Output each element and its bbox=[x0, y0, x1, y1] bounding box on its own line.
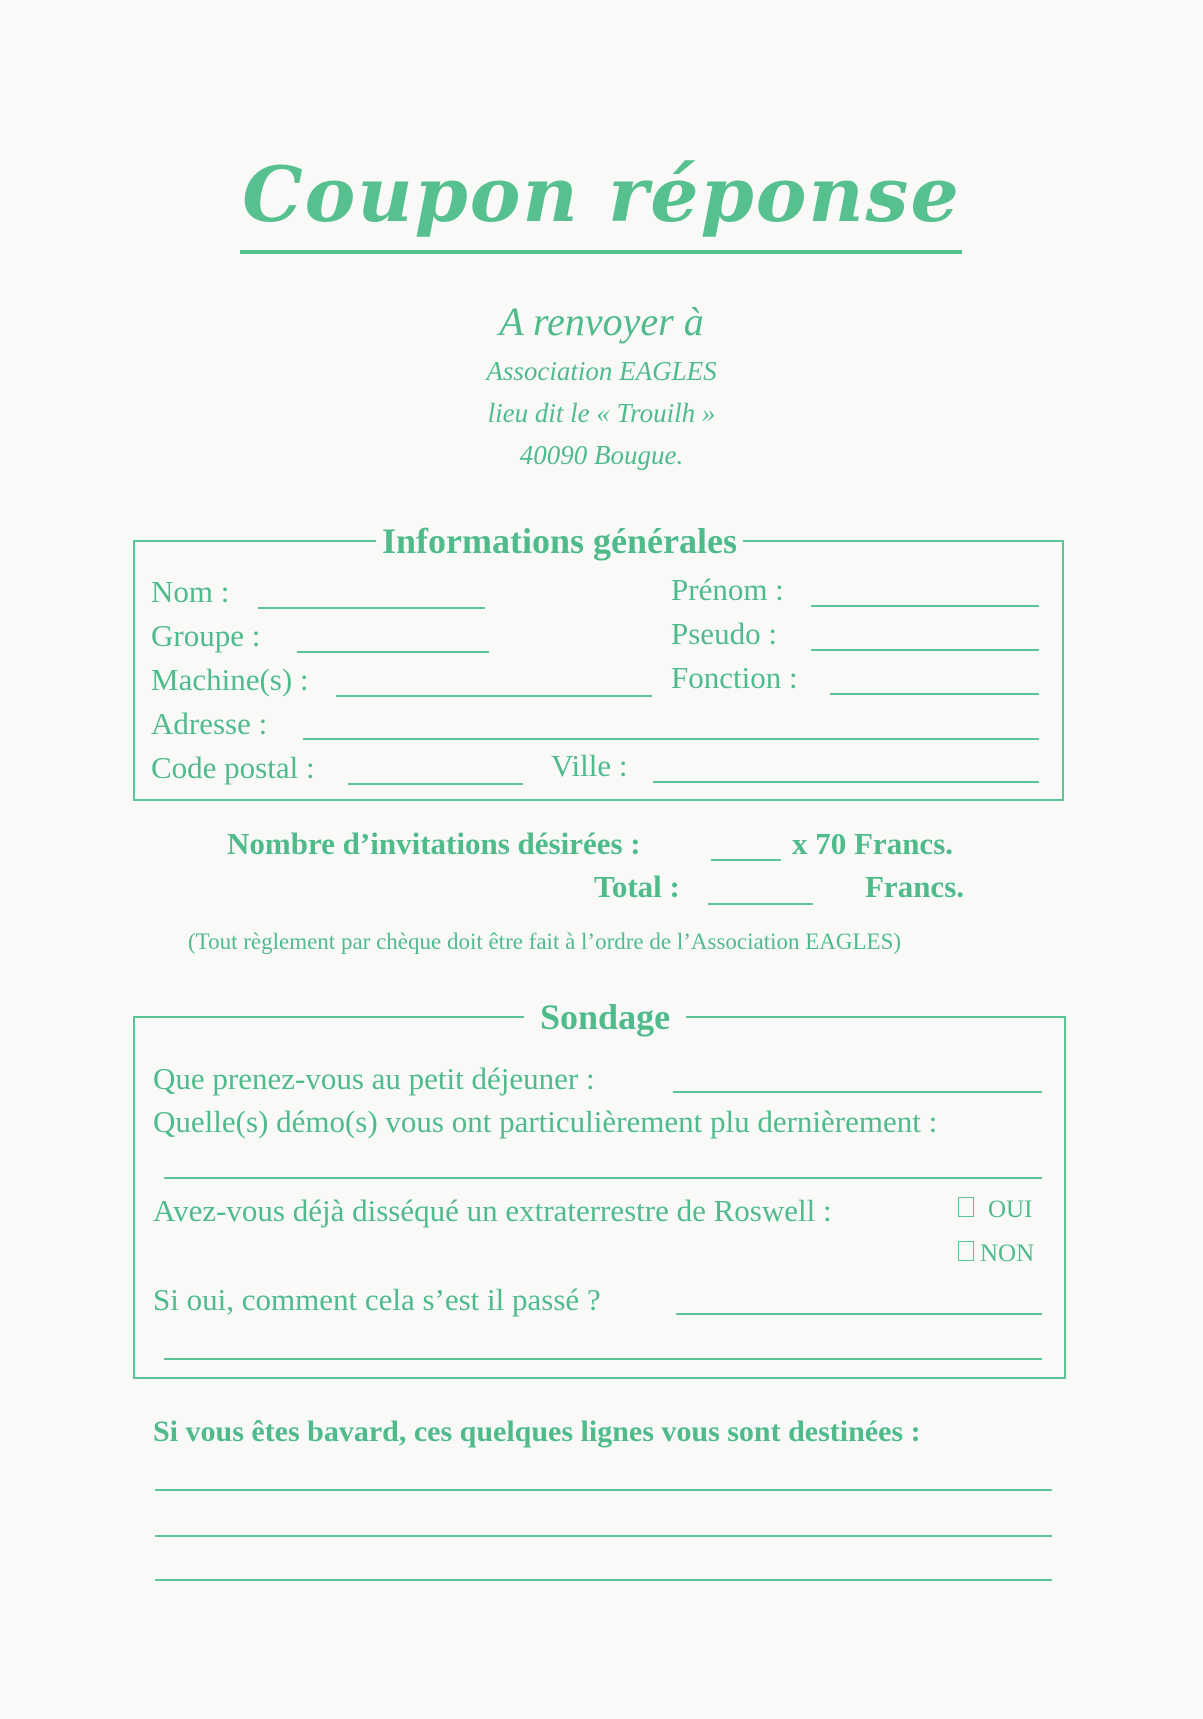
nom-field[interactable] bbox=[258, 607, 485, 609]
breakfast-question: Que prenez-vous au petit déjeuner : bbox=[153, 1061, 595, 1096]
roswell-no-option[interactable] bbox=[958, 1240, 1034, 1268]
demos-field[interactable] bbox=[164, 1177, 1042, 1179]
no-checkbox[interactable] bbox=[958, 1241, 974, 1261]
chatty-label: Si vous êtes bavard, ces quelques lignes vous sont destinées : bbox=[153, 1415, 921, 1448]
invitation-price: x 70 Francs. bbox=[792, 826, 954, 861]
pseudo-field[interactable] bbox=[811, 649, 1039, 651]
roswell-question: Avez-vous déjà disséqué un extraterrestre de Roswell : bbox=[153, 1193, 832, 1228]
general-info-heading: Informations générales bbox=[376, 520, 743, 566]
invitations-field[interactable] bbox=[711, 859, 781, 861]
address-association: Association EAGLES bbox=[486, 356, 717, 386]
roswell-yes-option[interactable] bbox=[958, 1196, 1032, 1224]
adresse-label: Adresse : bbox=[151, 706, 268, 741]
total-field[interactable] bbox=[708, 903, 813, 905]
how-question: Si oui, comment cela s’est il passé ? bbox=[153, 1282, 601, 1317]
yes-checkbox[interactable] bbox=[958, 1197, 974, 1217]
payment-note: (Tout règlement par chèque doit être fait à l’ordre de l’Association EAGLES) bbox=[188, 929, 902, 954]
groupe-field[interactable] bbox=[297, 651, 489, 653]
invitations-label: Nombre d’invitations désirées : bbox=[227, 826, 641, 861]
code-postal-label: Code postal : bbox=[151, 750, 315, 785]
nom-label: Nom : bbox=[151, 574, 230, 609]
ville-label: Ville : bbox=[551, 748, 628, 783]
adresse-field[interactable] bbox=[303, 738, 1039, 740]
ville-field[interactable] bbox=[653, 781, 1039, 783]
code-postal-field[interactable] bbox=[348, 783, 523, 785]
breakfast-field[interactable] bbox=[673, 1091, 1042, 1093]
chatty-line-3[interactable] bbox=[155, 1579, 1052, 1581]
address-city: 40090 Bougue. bbox=[519, 440, 684, 470]
total-label: Total : bbox=[594, 869, 680, 904]
pseudo-label: Pseudo : bbox=[671, 616, 777, 651]
title-underline bbox=[240, 250, 962, 254]
yes-label: OUI bbox=[988, 1196, 1033, 1223]
send-to-label: A renvoyer à bbox=[499, 299, 704, 344]
chatty-line-2[interactable] bbox=[155, 1535, 1052, 1537]
address-place: lieu dit le « Trouilh » bbox=[487, 398, 716, 428]
fonction-field[interactable] bbox=[830, 693, 1039, 695]
how-field-line-2[interactable] bbox=[164, 1358, 1042, 1360]
machines-field[interactable] bbox=[336, 695, 652, 697]
demos-question: Quelle(s) démo(s) vous ont particulièrement plu dernièrement : bbox=[153, 1104, 938, 1139]
survey-heading: Sondage bbox=[524, 996, 686, 1042]
prenom-field[interactable] bbox=[811, 605, 1039, 607]
no-label: NON bbox=[980, 1240, 1035, 1267]
prenom-label: Prénom : bbox=[671, 572, 784, 607]
fonction-label: Fonction : bbox=[671, 660, 798, 695]
how-field[interactable] bbox=[676, 1313, 1042, 1315]
page-title: Coupon réponse bbox=[242, 150, 961, 239]
total-unit: Francs. bbox=[865, 869, 965, 904]
groupe-label: Groupe : bbox=[151, 618, 261, 653]
chatty-line-1[interactable] bbox=[155, 1489, 1052, 1491]
machines-label: Machine(s) : bbox=[151, 662, 309, 697]
